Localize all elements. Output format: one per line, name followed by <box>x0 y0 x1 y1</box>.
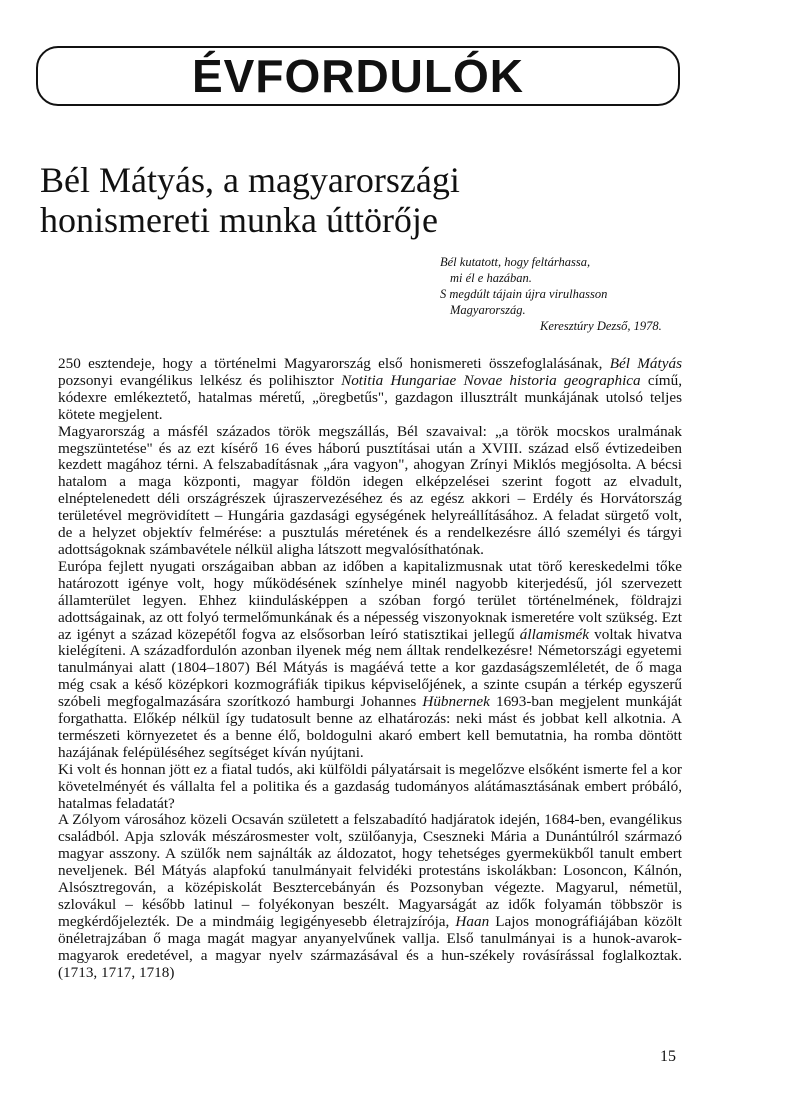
motto-line: Magyarország. <box>450 303 526 317</box>
text-run: pozsonyi evangélikus lelkész és polihisztor <box>58 371 342 389</box>
text-run: 1693-ban megjelent munkáját forgathatta. Előkép nélkül így tudatosult benne az elhatározás: neki mást és jobbat kell alkotnia. A természeti környezetet és a benne élő, boldogulni akaró embert kell bemutatnia, ha romba döntött hazájának felépüléséhez segítséget kíván nyújtani. <box>58 693 682 761</box>
text-run: című, kódexre emlékeztető, hatalmas méretű, „öregbetűs", gazdagon illusztrált munkájának utolsó teljes kötete megjelent. <box>58 371 682 423</box>
text-run: 250 esztendeje, hogy a történelmi Magyarország első honismereti összefoglalásának, <box>58 355 610 372</box>
paragraph: Magyarország a másfél százados török megszállás, Bél szavaival: „a török mocskos uralmának megszüntetése" és az ezt kísérő 16 éves háború pusztításai után a XVIII. század első évtizedeiben kezdett magához térni. A felszabadításnak „ára vagyon", ahogyan Zrínyi Miklós megjósolta. A bécsi hatalom a maga központi, magyar földön idegen elképzelései szerint fogott az elvadult, elnéptelenedett déli országrészek újraszervezéséhez és az egész akkori – Erdély és Horvátország területével megrövidített – Hungária gazdasági egységének helyreállításához. A feladat sürgető volt, de a helyzet objektív felmérése: a pusztulás méretének és a rendelkezésre álló személyi és tárgyi adottságoknak számbavétele nélkül aligha látszott megvalósíthatónak. <box>58 422 682 558</box>
motto-line: S megdúlt tájain újra virulhasson <box>440 287 608 301</box>
text-run: Lajos monográfiájában közölt önéletrajzában ő maga magát magyar anyanyelvűnek vallja. Első tanulmányai is a hunok-avarok-magyarok eredetével, a magyar nyelv származásával és a hun-székely rovásírással foglalkoztak. (1713, 1717, 1718) <box>58 912 682 981</box>
article-title <box>40 160 640 240</box>
paragraph <box>58 812 682 981</box>
article-body <box>58 356 682 982</box>
italic-run: Bél Mátyás <box>609 355 682 372</box>
text-run: Európa fejlett nyugati országaiban abban az időben a kapitalizmusnak utat törő kereskedelmi tőke határozott igénye volt, hogy működésének színhelye minél nagyobb kiterjedésű, jól szervezett államterület legyen. Ehhez kiindulásképpen a szóban forgó terület történelmének, földrajzi adottságainak, az ott folyó termelőmunkának és a népesség viszonyoknak ismeretére volt szükség. Ezt az igényt a század közepétől fogva az elsősorban leíró statisztikai jellegű <box>58 557 682 643</box>
italic-run: Hübnernek <box>422 693 490 711</box>
text-run: A Zólyom városához közeli Ocsaván született a felszabadító hadjáratok idején, 1684-ben, evangélikus családból. Apja szlovák mészárosmester volt, szülőanyja, Cseszneki Mária a Dunántúlról származó magyar asszony. A szülők nem sajnálták az áldozatot, hogy tehetséges gyermekükből tanult embert neveljenek. Bél Mátyás alapfokú tanulmányait felvidéki protestáns iskolákban: Losoncon, Kálnón, Alsósztregován, a középiskolát Besztercebányán és Pozsonyban végezte. Magyarul, németül, szlovákul – később latinul – folyékonyan beszélt. Magyarságát az idők folyamán többször is megkérdőjelezték. De a mindmáig legigényesebb életrajzírója, <box>58 811 682 930</box>
article-title-line1: Bél Mátyás, a magyarországi <box>40 160 460 200</box>
page-number: 15 <box>660 1048 676 1065</box>
motto-attribution: Keresztúry Dezső, 1978. <box>540 319 662 333</box>
paragraph <box>58 356 682 424</box>
motto-quote <box>440 254 740 334</box>
italic-run: államismék <box>519 625 589 643</box>
motto-line: mi él e hazában. <box>450 271 532 285</box>
italic-run: Notitia Hungariae Novae historia geographica <box>341 371 641 389</box>
article-title-line2: honismereti munka úttörője <box>40 200 438 240</box>
paragraph: Ki volt és honnan jött ez a fiatal tudós, aki külföldi pályatársait is megelőzve elsőként ismerte fel a kor követelményét és vállalta fel a politika és a gazdaság tudományos alátámasztásának embert próbáló, hatalmas feladatát? <box>58 760 682 812</box>
section-title: ÉVFORDULÓK <box>192 50 524 102</box>
italic-run: Haan <box>455 912 490 930</box>
paragraph <box>58 559 682 762</box>
section-header-box <box>36 46 680 106</box>
text-run: voltak hivatva kielégíteni. A századfordulón azonban ilyenek még nem álltak rendelkezésre! Németországi egyetemi tanulmányai alatt (1804–1807) Bél Mátyás is magáévá tette a kor gazdaságszemléletét, de ő maga még csak a késő középkori kozmográfiák tipikus képviselőjének, a szinte csupán a térkép egyszerű szóbeli megfogalmazására szorítkozó hamburgi Johannes <box>58 625 682 711</box>
motto-line: Bél kutatott, hogy feltárhassa, <box>440 255 591 269</box>
